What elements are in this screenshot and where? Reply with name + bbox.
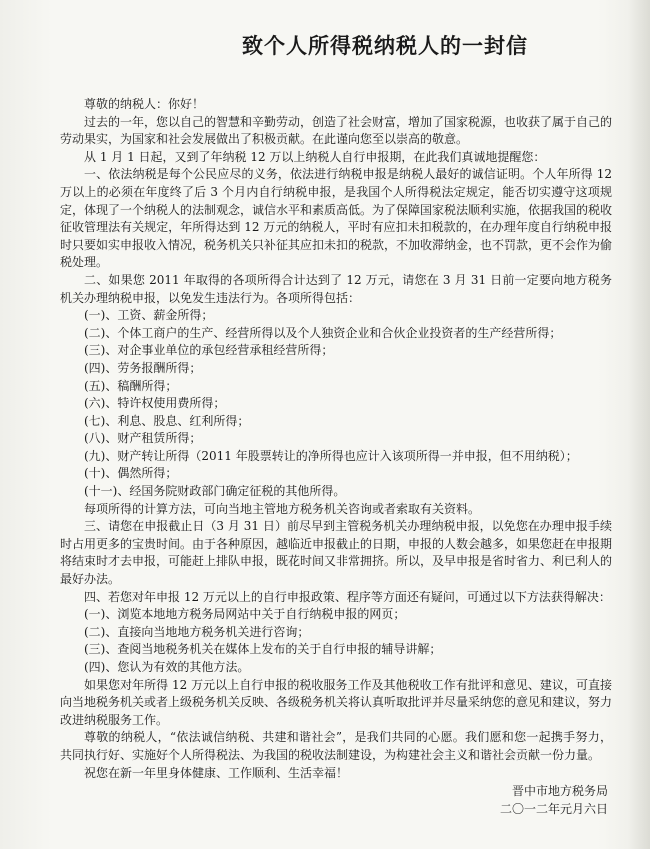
calc-note-paragraph: 每项所得的计算方法，可向当地主管地方税务机关咨询或者索取有关资料。 <box>84 501 481 516</box>
income-item: (二)、个体工商户的生产、经营所得以及个人独资企业和合伙企业投资者的生产经营所得； <box>84 325 562 340</box>
help-item: (一)、浏览本地地方税务局网站中关于自行纳税申报的网页； <box>84 607 406 622</box>
income-item: (十)、偶然所得； <box>84 466 178 481</box>
income-item: (四)、劳务报酬所得； <box>84 360 202 375</box>
income-item: (一)、工资、薪金所得； <box>84 308 214 323</box>
income-item: (六)、特许权使用费所得； <box>84 396 226 411</box>
income-item: (五)、稿酬所得； <box>84 378 178 393</box>
intro-paragraph: 过去的一年，您以自己的智慧和辛勤劳动，创造了社会财富，增加了国家税源，也收获了属于自己的劳动果实，为国家和社会发展做出了积极贡献。在此谨向您至以崇高的敬意。 <box>60 114 613 147</box>
salutation: 尊敬的纳税人：你好！ <box>84 97 205 111</box>
income-item: (十一)、经国务院财政部门确定征税的其他所得。 <box>84 484 346 499</box>
signature-date: 二〇一二年元月六日 <box>499 802 608 816</box>
letter-title: 致个人所得税纳税人的一封信 <box>242 33 528 58</box>
income-item: (九)、财产转让所得（2011 年股票转让的净所得也应计入该项所得一并申报，但不用纳税）； <box>84 448 578 463</box>
point-three-paragraph: 三、请您在申报截止日（3 月 31 日）前尽早到主管税务机关办理纳税申报，以免您在办理申报手续时占用更多的宝贵时间。由于各种原因，越临近申报截止的日期，申报的人数会越多，如果您赶在申报期将结束时才去申报，可能赶上排队申报，既花时间又非常拥挤。所以，及早申报是省时省力、利已利人的最好办法。 <box>60 519 613 587</box>
help-item: (三)、查阅当地税务机关在媒体上发布的关于自行申报的辅导讲解； <box>84 642 442 657</box>
income-item: (三)、对企事业单位的承包经营承租经营所得； <box>84 343 334 358</box>
point-two-paragraph: 二、如果您 2011 年取得的各项所得合计达到了 12 万元，请您在 3 月 31 日前一定要向地方税务机关办理纳税申报，以免发生违法行为。各项所得包括： <box>60 272 612 305</box>
signature-block <box>500 782 608 818</box>
reminder-paragraph: 从 1 月 1 日起，又到了年纳税 12 万以上纳税人自行申报期，在此我们真诚地提醒您： <box>84 149 546 164</box>
page-edge-shadow <box>628 0 650 849</box>
closing-paragraph: 尊敬的纳税人，“依法诚信纳税、共建和谐社会”，是我们共同的心愿。我们愿和您一起携手努力，共同执行好、实施好个人所得税法、为我国的税收法制建设，为构建社会主义和谐社会贡献一份力量。 <box>60 730 612 762</box>
income-item: (七)、利息、股息、红利所得； <box>84 413 250 428</box>
wishes-paragraph: 祝您在新一年里身体健康、工作顺利、生活幸福！ <box>84 765 349 780</box>
help-item: (四)、您认为有效的其他方法。 <box>84 660 250 674</box>
help-item: (二)、直接向当地地方税务机关进行咨询； <box>84 624 310 639</box>
income-item: (八)、财产租赁所得； <box>84 431 202 446</box>
point-four-paragraph: 四、若您对年申报 12 万元以上的自行申报政策、程序等方面还有疑问，可通过以下方法获得解决： <box>84 589 611 604</box>
signature-org: 晋中市地方税务局 <box>511 784 608 798</box>
feedback-paragraph: 如果您对年所得 12 万元以上自行申报的税收服务工作及其他税收工作有批评和意见、建议，可直接向当地税务机关或者上级税务机关反映、各级税务机关将认真听取批评并尽量采纳您的意见和建议，努力改进纳税服务工作。 <box>60 677 613 727</box>
letter-body <box>60 96 612 782</box>
point-one-paragraph: 一、依法纳税是每个公民应尽的义务，依法进行纳税申报是纳税人最好的诚信证明。个人年所得 12 万以上的必须在年度终了后 3 个月内自行纳税申报，是我国个人所得税法定规定，能否切实遵守这项规定，体现了一个纳税人的法制观念，诚信水平和素质高低。为了保障国家税法顺利实施，依据我国的税收征收管理法有关规定，年所得达到 12 万元的纳税人，平时有应扣未扣税款的，在办理年度自行纳税申报时只要如实申报收入情况，税务机关只补征其应扣未扣的税款，不加收滞纳金，也不罚款，更不会作为偷税处理。 <box>60 167 613 270</box>
